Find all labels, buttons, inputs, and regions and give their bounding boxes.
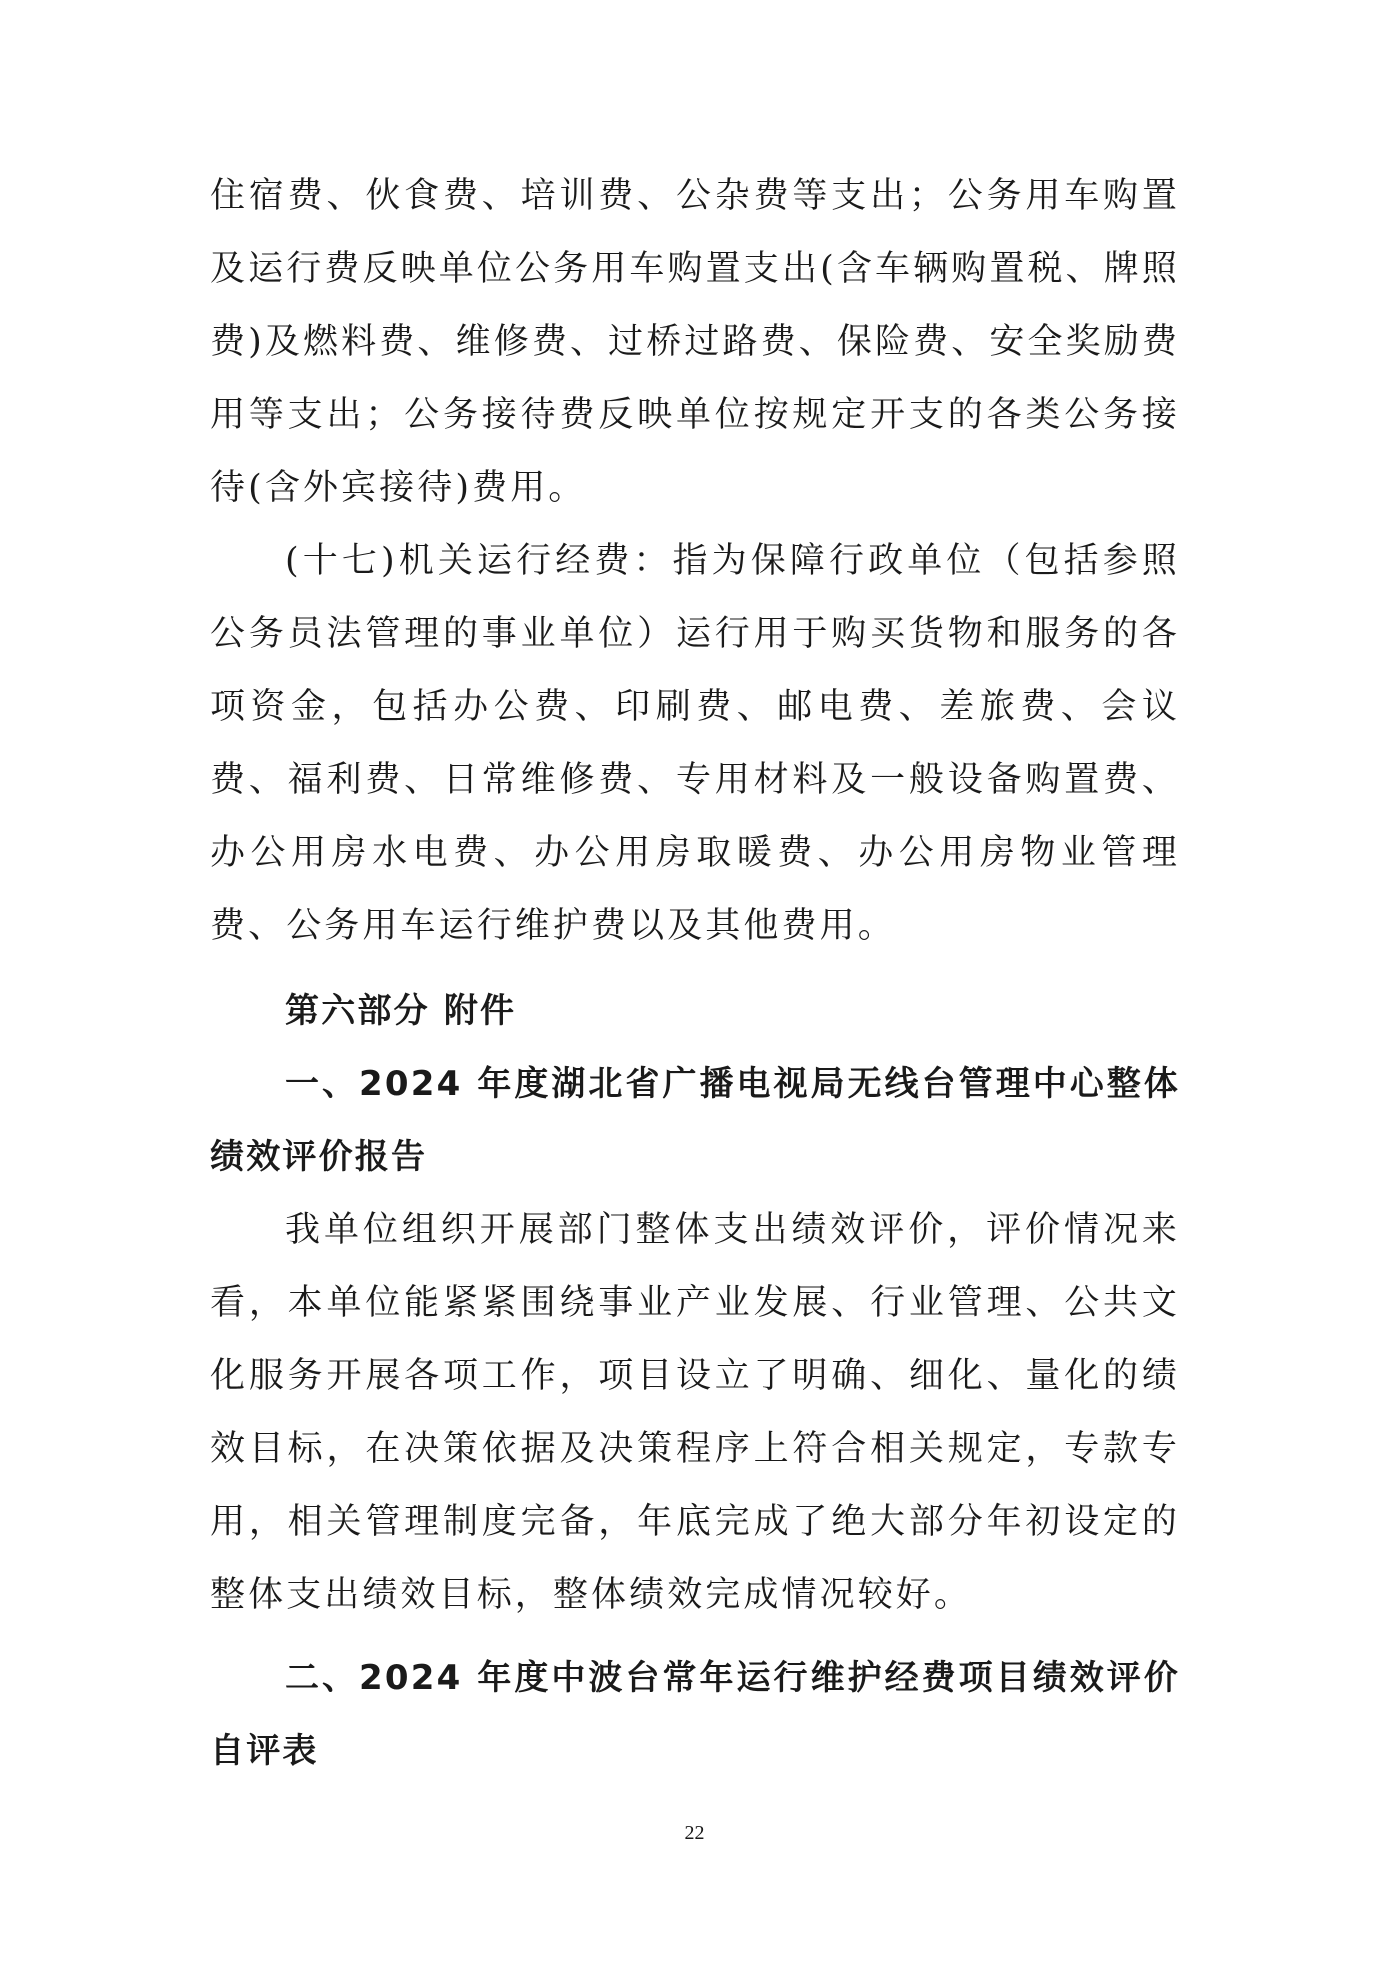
page-number: 22 — [684, 1822, 705, 1844]
document-body — [210, 160, 1180, 1788]
attachment-one-heading: 一、2024 年度湖北省广播电视局无线台管理中心整体绩效评价报告 — [210, 1064, 1180, 1177]
paragraph-expense-definitions: 住宿费、伙食费、培训费、公杂费等支出；公务用车购置及运行费反映单位公务用车购置支出(含车辆购置税、牌照费)及燃料费、维修费、过桥过路费、保险费、安全奖励费用等支出；公务接待费反映单位按规定开支的各类公务接待(含外宾接待)费用。 — [210, 176, 1180, 508]
paragraph-operating-expenses: (十七)机关运行经费：指为保障行政单位（包括参照公务员法管理的事业单位）运行用于购买货物和服务的各项资金，包括办公费、印刷费、邮电费、差旅费、会议费、福利费、日常维修费、专用材料及一般设备购置费、办公用房水电费、办公用房取暖费、办公用房物业管理费、公务用车运行维护费以及其他费用。 — [210, 541, 1180, 946]
attachment-two-heading: 二、2024 年度中波台常年运行维护经费项目绩效评价自评表 — [210, 1658, 1180, 1771]
paragraph-performance-evaluation: 我单位组织开展部门整体支出绩效评价，评价情况来看，本单位能紧紧围绕事业产业发展、行业管理、公共文化服务开展各项工作，项目设立了明确、细化、量化的绩效目标，在决策依据及决策程序上符合相关规定，专款专用，相关管理制度完备，年底完成了绝大部分年初设定的整体支出绩效目标，整体绩效完成情况较好。 — [210, 1210, 1180, 1615]
part-six-heading: 第六部分 附件 — [285, 991, 517, 1031]
